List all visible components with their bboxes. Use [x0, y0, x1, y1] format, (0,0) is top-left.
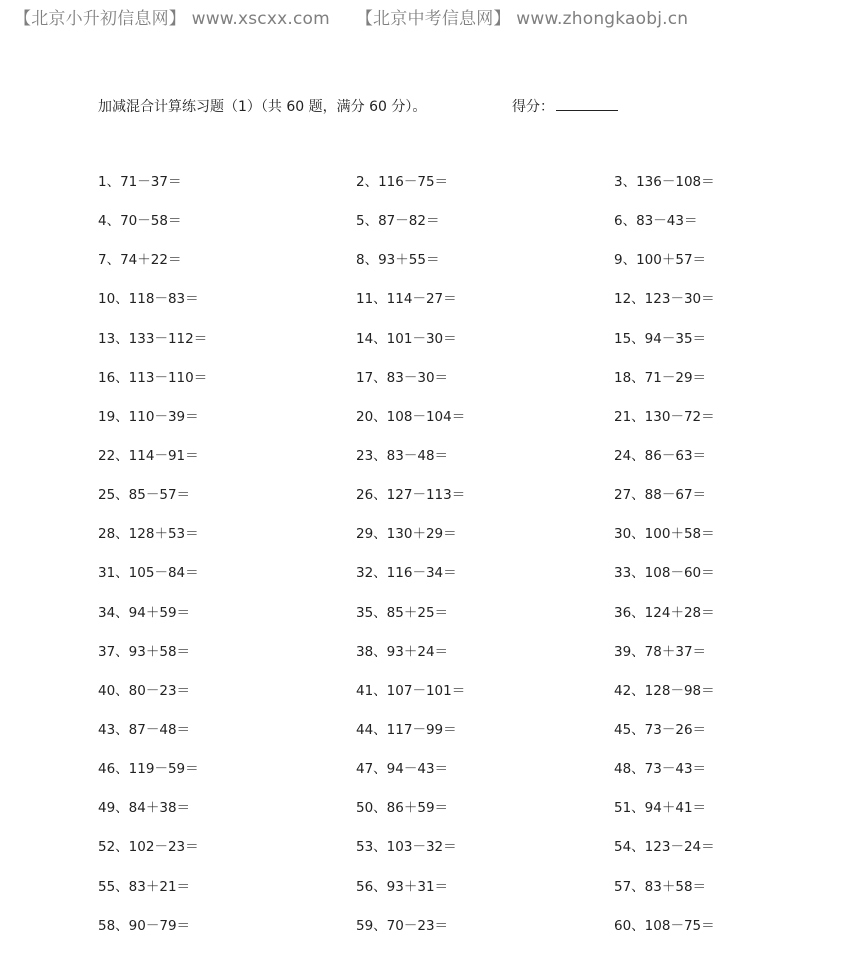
- problem-item: 31、105－84＝: [98, 565, 199, 582]
- problem-item: 10、118－83＝: [98, 291, 199, 308]
- problem-item: 42、128－98＝: [614, 682, 715, 699]
- problem-item: 37、93＋58＝: [98, 643, 191, 660]
- problem-item: 22、114－91＝: [98, 447, 199, 464]
- problem-item: 41、107－101＝: [356, 682, 466, 699]
- problem-item: 48、73－43＝: [614, 761, 707, 778]
- problem-item: 39、78＋37＝: [614, 643, 707, 660]
- header-site-xscxx: 【北京小升初信息网】 www.xscxx.com: [14, 9, 330, 29]
- problem-item: 23、83－48＝: [356, 447, 449, 464]
- problem-item: 11、114－27＝: [356, 291, 457, 308]
- problem-item: 38、93＋24＝: [356, 643, 449, 660]
- problem-item: 47、94－43＝: [356, 761, 449, 778]
- problem-grid: [98, 172, 814, 955]
- problem-item: 53、103－32＝: [356, 839, 457, 856]
- problem-item: 60、108－75＝: [614, 917, 715, 934]
- problem-item: 43、87－48＝: [98, 721, 191, 738]
- problem-item: 17、83－30＝: [356, 369, 449, 386]
- problem-item: 19、110－39＝: [98, 408, 199, 425]
- score-blank-line: [556, 98, 618, 111]
- problem-item: 44、117－99＝: [356, 721, 457, 738]
- problem-item: 26、127－113＝: [356, 487, 466, 504]
- score-field: [512, 96, 618, 116]
- worksheet-title: 加减混合计算练习题（1）（共 60 题，满分 60 分）。: [98, 99, 427, 115]
- problem-item: 51、94＋41＝: [614, 800, 707, 817]
- problem-item: 59、70－23＝: [356, 917, 449, 934]
- header-site-zhongkaobj: 【北京中考信息网】 www.zhongkaobj.cn: [355, 9, 689, 29]
- problem-item: 55、83＋21＝: [98, 878, 191, 895]
- problem-item: 13、133－112＝: [98, 330, 208, 347]
- problem-item: 46、119－59＝: [98, 761, 199, 778]
- problem-item: 35、85＋25＝: [356, 604, 449, 621]
- problem-item: 50、86＋59＝: [356, 800, 449, 817]
- problem-item: 27、88－67＝: [614, 487, 707, 504]
- problem-item: 57、83＋58＝: [614, 878, 707, 895]
- problem-item: 36、124＋28＝: [614, 604, 715, 621]
- problem-item: 56、93＋31＝: [356, 878, 449, 895]
- problem-item: 54、123－24＝: [614, 839, 715, 856]
- problem-item: 9、100＋57＝: [614, 252, 707, 269]
- problem-item: 4、70－58＝: [98, 213, 182, 230]
- problem-item: 6、83－43＝: [614, 213, 698, 230]
- problem-item: 52、102－23＝: [98, 839, 199, 856]
- problem-item: 45、73－26＝: [614, 721, 707, 738]
- problem-item: 25、85－57＝: [98, 487, 191, 504]
- problem-item: 15、94－35＝: [614, 330, 707, 347]
- page-header: [14, 4, 688, 29]
- problem-item: 18、71－29＝: [614, 369, 707, 386]
- problem-item: 58、90－79＝: [98, 917, 191, 934]
- problem-item: 20、108－104＝: [356, 408, 466, 425]
- problem-item: 28、128＋53＝: [98, 526, 199, 543]
- problem-item: 33、108－60＝: [614, 565, 715, 582]
- problem-item: 32、116－34＝: [356, 565, 457, 582]
- problem-item: 12、123－30＝: [614, 291, 715, 308]
- problem-item: 2、116－75＝: [356, 174, 449, 190]
- problem-item: 14、101－30＝: [356, 330, 457, 347]
- problem-item: 3、136－108＝: [614, 174, 715, 190]
- problem-item: 1、71－37＝: [98, 174, 182, 190]
- problem-item: 5、87－82＝: [356, 213, 440, 230]
- problem-item: 16、113－110＝: [98, 369, 208, 386]
- problem-item: 7、74＋22＝: [98, 252, 182, 269]
- problem-item: 34、94＋59＝: [98, 604, 191, 621]
- problem-item: 40、80－23＝: [98, 682, 191, 699]
- problem-item: 24、86－63＝: [614, 447, 707, 464]
- problem-item: 8、93＋55＝: [356, 252, 440, 269]
- problem-item: 49、84＋38＝: [98, 800, 191, 817]
- problem-item: 21、130－72＝: [614, 408, 715, 425]
- problem-item: 30、100＋58＝: [614, 526, 715, 543]
- score-label: 得分：: [512, 99, 554, 115]
- problem-item: 29、130＋29＝: [356, 526, 457, 543]
